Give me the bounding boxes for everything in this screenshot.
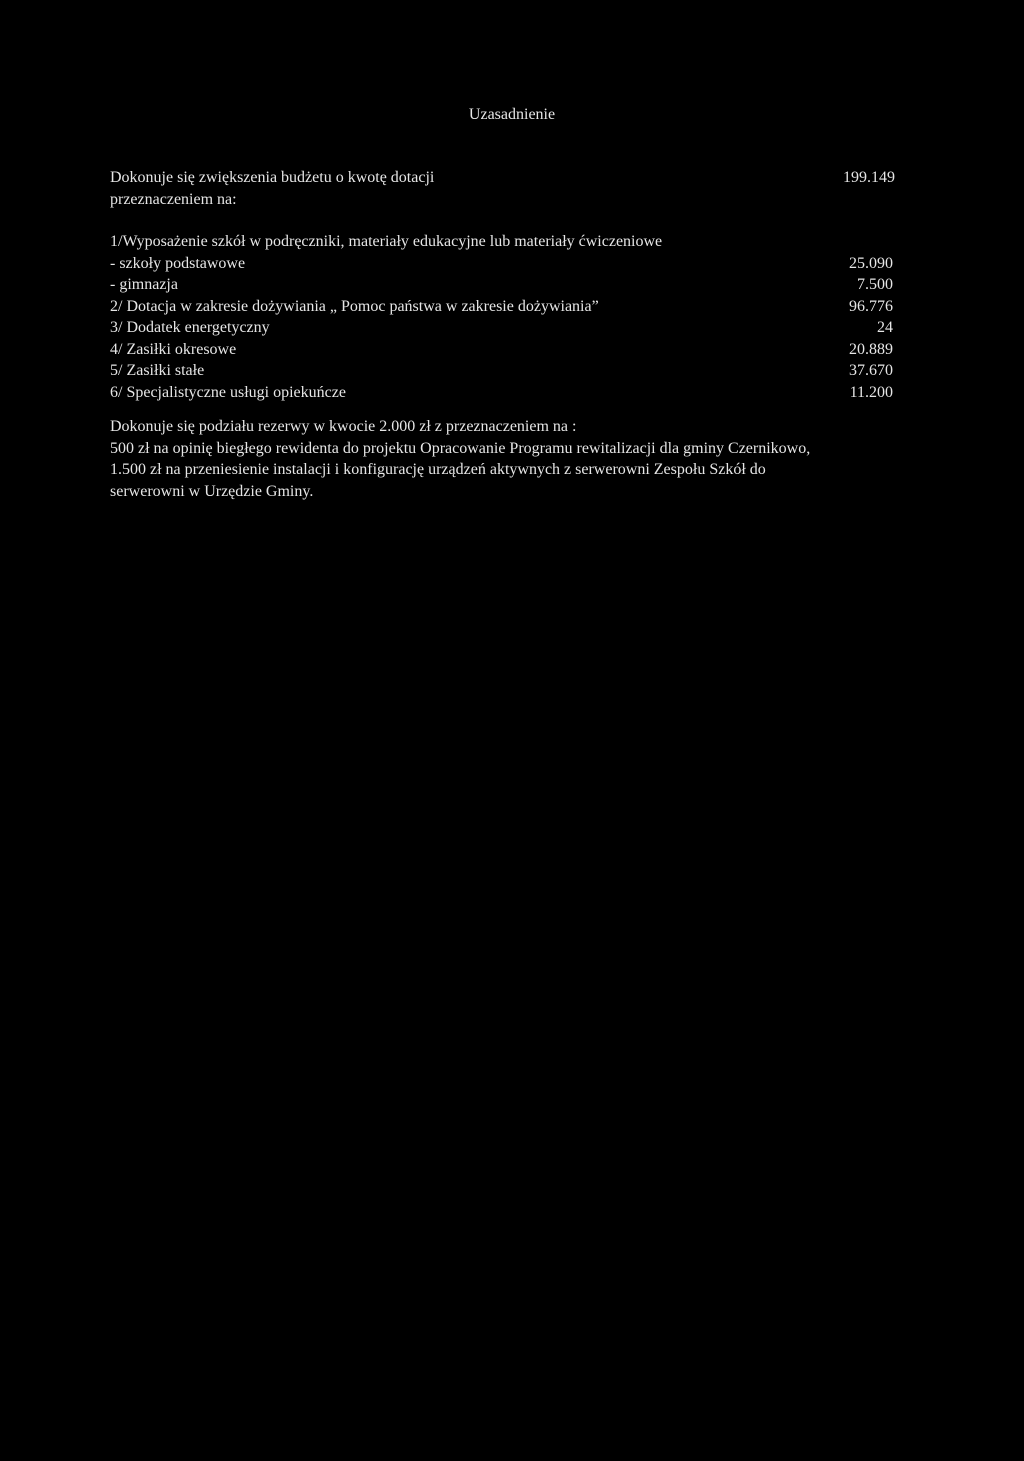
reserve-paragraph [110, 416, 922, 502]
list-item [110, 317, 922, 339]
item-value: 96.776 [849, 297, 893, 315]
item-label: 6/ Specjalistyczne usługi opiekuńcze [110, 383, 346, 401]
document-title: Uzasadnienie [468, 106, 556, 123]
item-value: 24 [877, 319, 893, 336]
list-item [110, 231, 922, 253]
item-label: 4/ Zasiłki okresowe [110, 340, 237, 358]
paragraph-line: Dokonuje się podziału rezerwy w kwocie 2.000 zł z przeznaczeniem na : [110, 418, 577, 435]
intro-amount: 199.149 [843, 169, 895, 186]
item-value: 25.090 [849, 254, 893, 272]
list-item [110, 360, 922, 382]
item-label: 5/ Zasiłki stałe [110, 362, 205, 379]
list-item [110, 382, 922, 404]
item-value: 7.500 [857, 276, 893, 293]
item-label: 3/ Dodatek energetyczny [110, 319, 270, 336]
intro-text-2: przeznaczeniem na: [110, 190, 237, 208]
intro-section [110, 167, 922, 210]
item-value: 20.889 [849, 340, 893, 358]
paragraph-line: 500 zł na opinię biegłego rewidenta do projektu Opracowanie Programu rewitalizacji dla gminy Czernikowo, [110, 439, 811, 457]
item-value [893, 231, 922, 253]
list-item [110, 296, 922, 318]
paragraph-line: serwerowni w Urzędzie Gminy. [110, 482, 314, 500]
item-label: - szkoły podstawowe [110, 254, 246, 272]
paragraph-line: 1.500 zł na przeniesienie instalacji i konfigurację urządzeń aktywnych z serwerowni Zespołu Szkół do [110, 461, 766, 478]
intro-text: Dokonuje się zwiększenia budżetu o kwotę dotacji [110, 169, 435, 186]
list-item [110, 339, 922, 361]
item-label: 1/Wyposażenie szkół w podręczniki, materiały edukacyjne lub materiały ćwiczeniowe [110, 233, 663, 250]
items-list [110, 231, 922, 403]
list-item [110, 253, 922, 275]
item-value: 11.200 [849, 383, 893, 401]
intro-row [110, 167, 922, 189]
item-label: - gimnazja [110, 276, 178, 293]
item-value: 37.670 [849, 362, 893, 379]
intro-row-2 [110, 189, 922, 211]
item-label: 2/ Dotacja w zakresie dożywiania „ Pomoc państwa w zakresie dożywiania” [110, 297, 599, 315]
list-item [110, 274, 922, 296]
